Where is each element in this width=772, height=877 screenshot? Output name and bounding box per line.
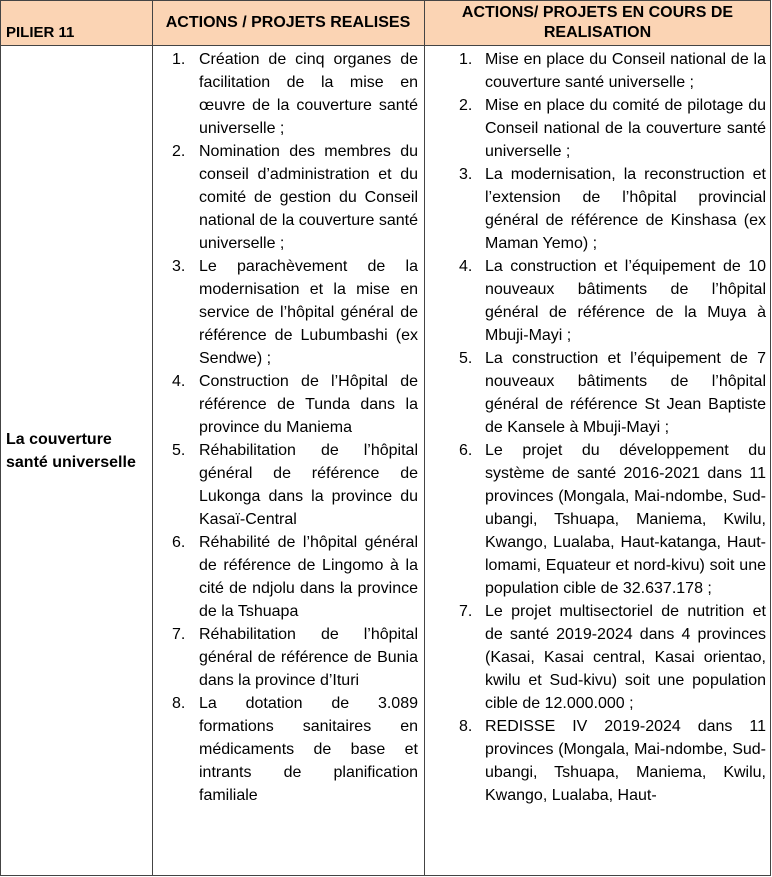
header-done: ACTIONS / PROJETS REALISES [165, 13, 411, 31]
item-text: REDISSE IV 2019-2024 dans 11 provinces (Mongala, Mai-ndombe, Sud-ubangi, Tshuapa, Maniema, Kwilu, Kwango, Lualaba, Haut- [485, 718, 766, 804]
list-item [436, 163, 766, 255]
item-text: La construction et l’équipement de 10 nouveaux bâtiments de l’hôpital général de référence de la Muya à Mbuji-Mayi ; [485, 258, 766, 344]
border-left [0, 0, 1, 876]
list-item [436, 347, 766, 439]
list-item [152, 439, 418, 531]
item-text: Réhabilitation de l’hôpital général de référence de Lukonga dans la province du Kasaï-Central [199, 442, 418, 528]
header-ongoing: ACTIONS/ PROJETS EN COURS DE REALISATION [461, 4, 734, 41]
item-text: Création de cinq organes de facilitation de la mise en œuvre de la couverture santé universelle ; [199, 51, 418, 137]
item-number: 7. [172, 626, 186, 643]
list-item [152, 370, 418, 439]
item-number: 2. [172, 143, 186, 160]
list-item [152, 692, 418, 807]
item-number: 8. [172, 695, 186, 712]
column-divider-2 [424, 0, 425, 876]
item-text: Le projet du développement du système de santé 2016-2021 dans 11 provinces (Mongala, Mai-ndombe, Sud-ubangi, Tshuapa, Maniema, Kwilu, Kwango, Lualaba, Haut-katanga, Haut-lomami, Equateur et nord-kivu) soit une population cible de 32.637.178 ; [485, 442, 766, 597]
ongoing-list [436, 48, 766, 807]
list-item [152, 140, 418, 255]
item-number: 2. [459, 97, 473, 114]
item-number: 7. [459, 603, 473, 620]
list-item [152, 623, 418, 692]
item-number: 5. [172, 442, 186, 459]
list-item [436, 94, 766, 163]
item-number: 6. [459, 442, 473, 459]
item-number: 3. [172, 258, 186, 275]
list-item [436, 600, 766, 715]
table-header [0, 0, 771, 45]
item-text: Mise en place du comité de pilotage du Conseil national de la couverture santé universelle ; [485, 97, 766, 160]
item-number: 1. [459, 51, 473, 68]
list-item [436, 255, 766, 347]
header-pillar: PILIER 11 [6, 24, 75, 41]
done-list [152, 48, 418, 807]
item-number: 5. [459, 350, 473, 367]
item-text: Nomination des membres du conseil d’administration et du comité de gestion du Conseil national de la couverture santé universelle ; [199, 143, 418, 252]
list-item [436, 715, 766, 807]
list-item [436, 48, 766, 94]
list-item [152, 531, 418, 623]
item-text: Le projet multisectoriel de nutrition et de santé 2019-2024 dans 4 provinces (Kasai, Kasai central, Kasai orientao, kwilu et Sud-kivu) soit une population cible de 12.000.000 ; [485, 603, 766, 712]
item-number: 4. [459, 258, 473, 275]
item-text: Réhabilitation de l’hôpital général de référence de Bunia dans la province d’Ituri [199, 626, 418, 689]
list-item [152, 48, 418, 140]
border-top [0, 0, 771, 1]
item-text: Le parachèvement de la modernisation et la mise en service de l’hôpital général de référence de Lubumbashi (ex Sendwe) ; [199, 258, 418, 367]
item-number: 8. [459, 718, 473, 735]
item-text: La construction et l’équipement de 7 nouveaux bâtiments de l’hôpital général de référence St Jean Baptiste de Kansele à Mbuji-Mayi ; [485, 350, 766, 436]
item-number: 6. [172, 534, 186, 551]
item-number: 4. [172, 373, 186, 390]
border-bottom [0, 875, 771, 876]
item-text: Réhabilité de l’hôpital général de référence de Lingomo à la cité de ndjolu dans la province de la Tshuapa [199, 534, 418, 620]
item-text: La dotation de 3.089 formations sanitaires en médicaments de base et intrants de planification familiale [199, 695, 418, 804]
pillar-name: La couverture santé universelle [6, 431, 136, 471]
item-text: La modernisation, la reconstruction et l’extension de l’hôpital provincial général de référence de Kinshasa (ex Maman Yemo) ; [485, 166, 766, 252]
item-number: 1. [172, 51, 186, 68]
list-item [436, 439, 766, 600]
item-text: Construction de l’Hôpital de référence de Tunda dans la province du Maniema [199, 373, 418, 436]
item-number: 3. [459, 166, 473, 183]
item-text: Mise en place du Conseil national de la couverture santé universelle ; [485, 51, 766, 91]
header-divider [0, 45, 771, 46]
border-right [770, 0, 771, 876]
list-item [152, 255, 418, 370]
